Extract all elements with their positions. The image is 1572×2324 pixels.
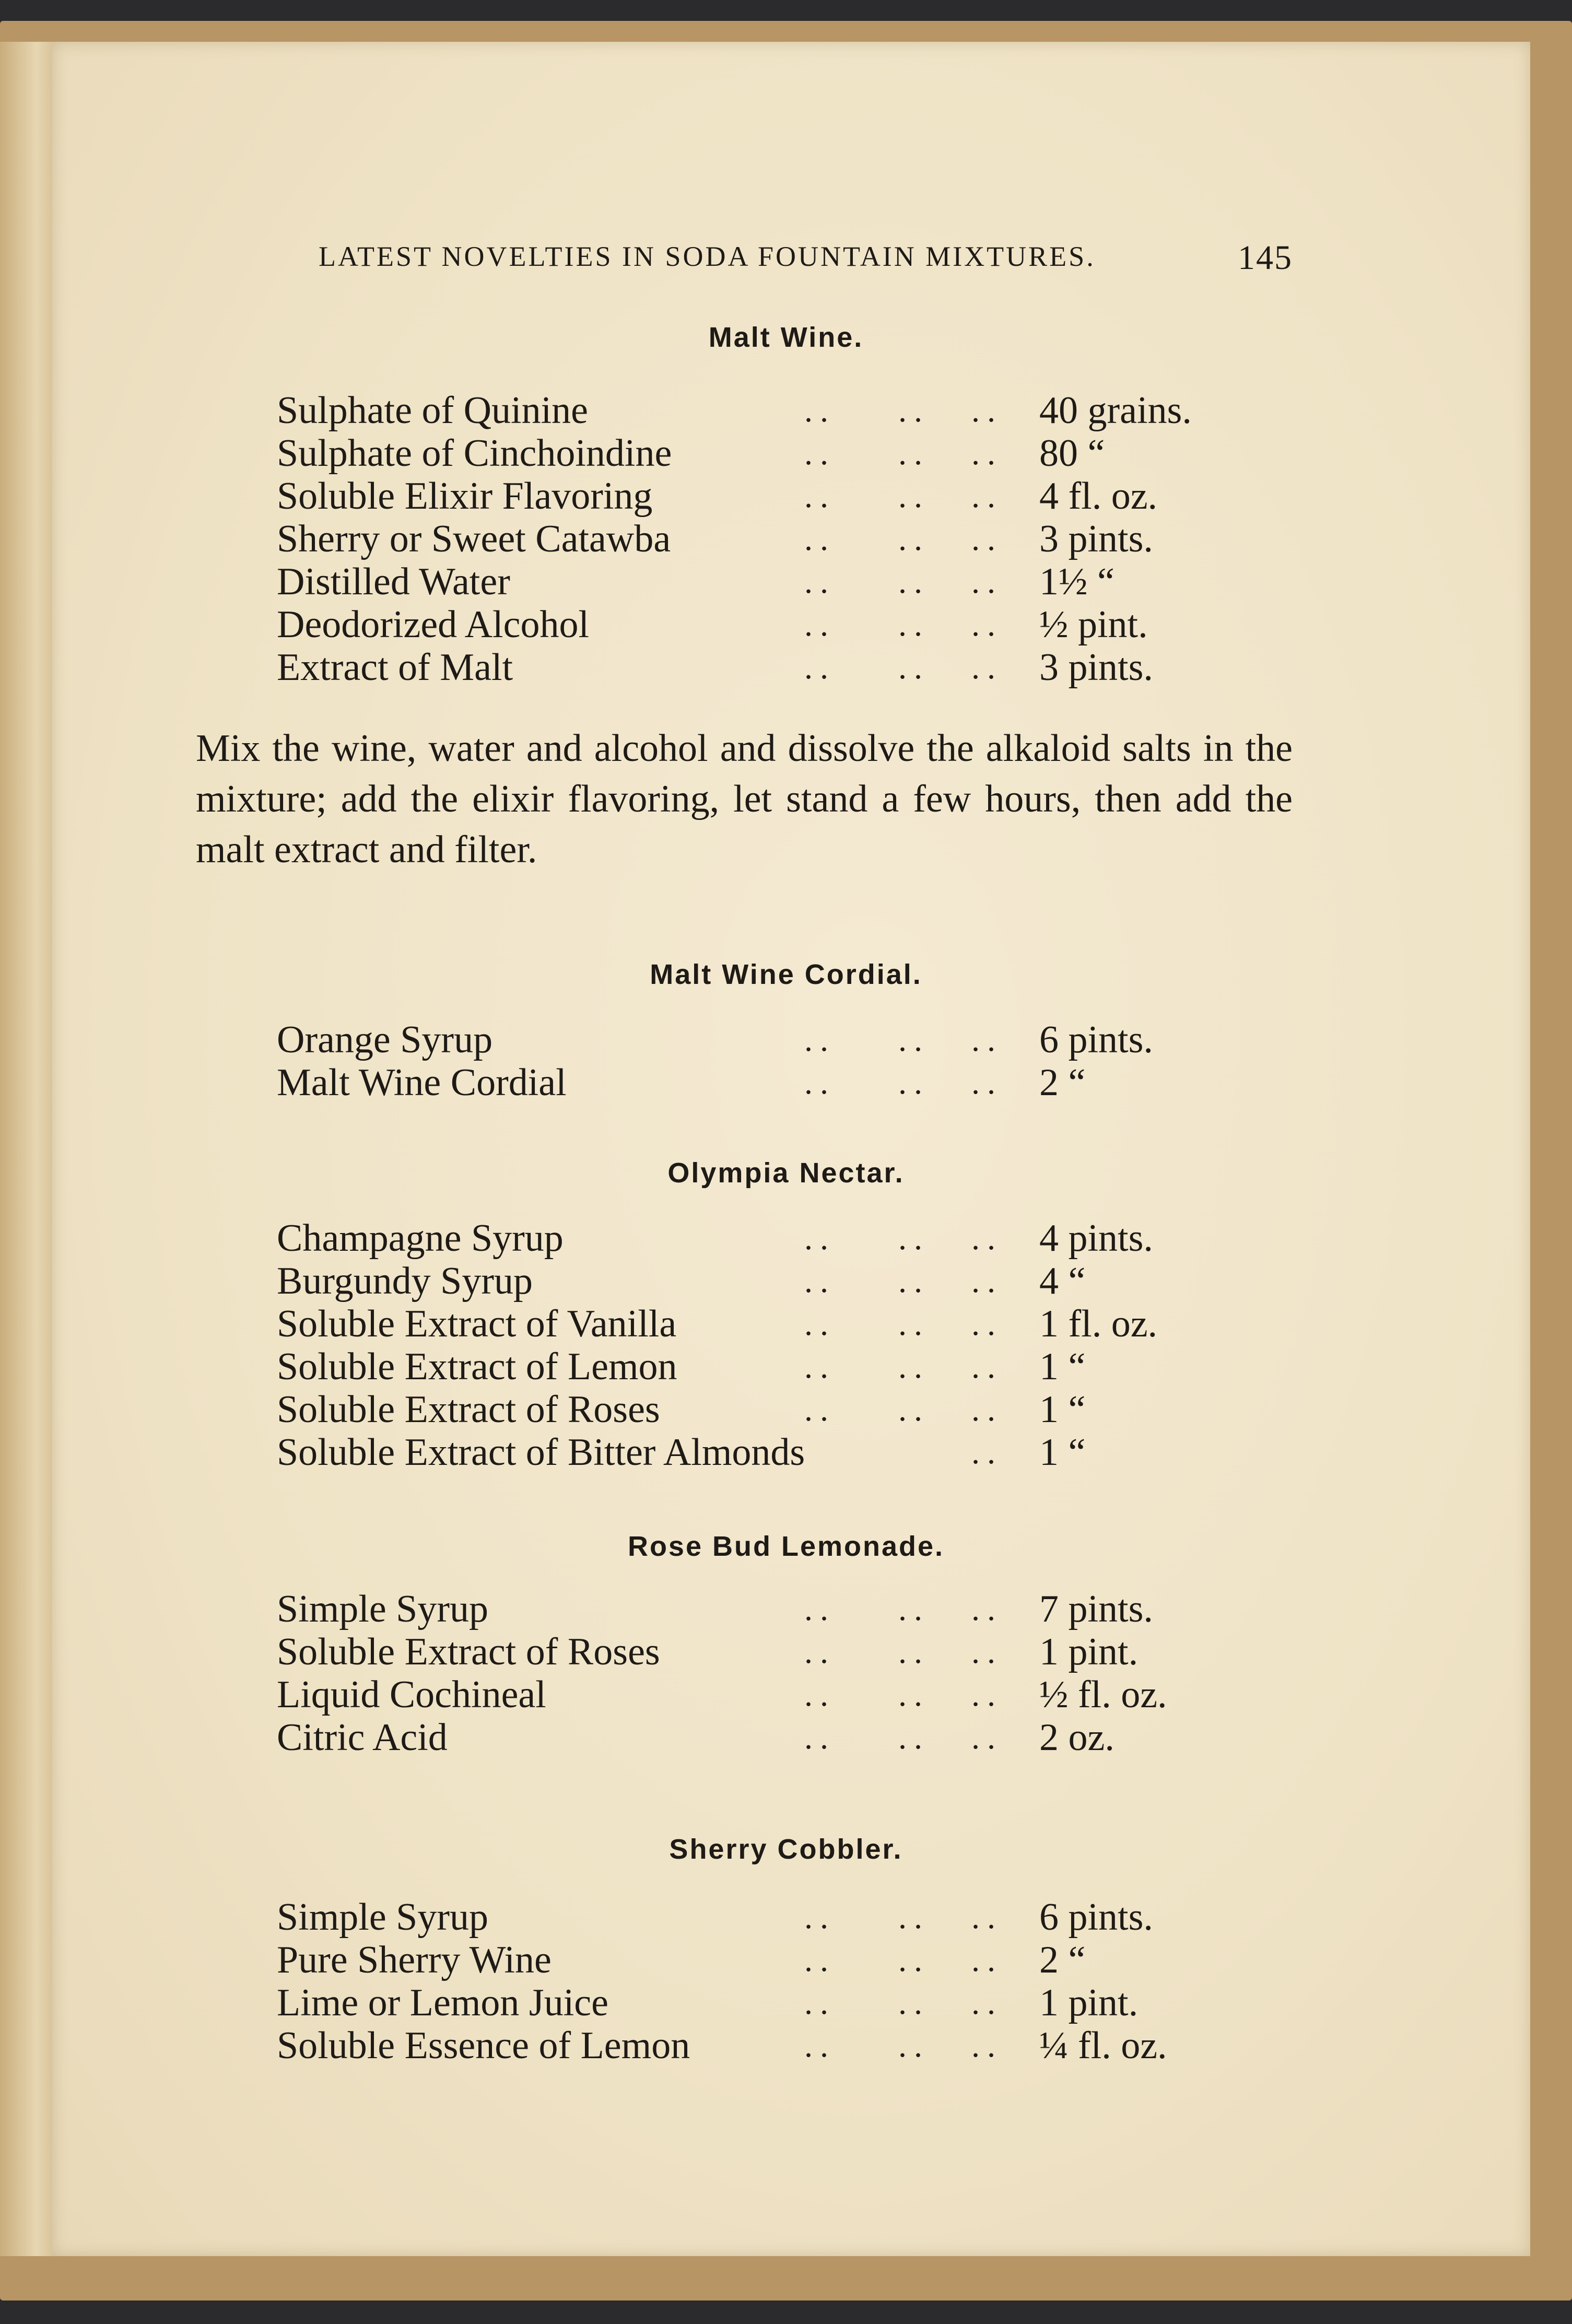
- ingredient-name: Soluble Essence of Lemon: [277, 2024, 690, 2067]
- ingredient-name: Lime or Lemon Juice: [277, 1981, 608, 2024]
- ingredient-name: Soluble Extract of Lemon: [277, 1345, 677, 1388]
- ingredient-quantity: 1 “: [1039, 1388, 1086, 1431]
- ingredient-quantity: 6 pints.: [1039, 1896, 1153, 1939]
- recipe-title: Rose Bud Lemonade.: [627, 1531, 945, 1562]
- ingredient-quantity: 4 “: [1039, 1260, 1086, 1302]
- ingredient-name: Orange Syrup: [277, 1018, 493, 1061]
- ingredient-quantity: 2 “: [1039, 1061, 1086, 1104]
- ingredient-quantity: ¼ fl. oz.: [1039, 2024, 1167, 2067]
- ingredient-row: .. .. .. Pure Sherry Wine 2 “: [277, 1939, 1269, 1981]
- ingredient-name: Citric Acid: [277, 1716, 448, 1759]
- ingredient-quantity: 80 “: [1039, 432, 1105, 475]
- ingredient-quantity: 1 pint.: [1039, 1630, 1139, 1673]
- ingredient-row: .. .. .. Soluble Elixir Flavoring 4 fl. oz.: [277, 475, 1269, 518]
- ingredient-quantity: 4 fl. oz.: [1039, 475, 1158, 518]
- ingredient-list: [277, 1588, 1269, 1759]
- ingredient-row: .. .. .. Citric Acid 2 oz.: [277, 1716, 1269, 1759]
- ingredient-quantity: 1 fl. oz.: [1039, 1302, 1158, 1345]
- ingredient-quantity: 1 “: [1039, 1431, 1086, 1474]
- ingredient-row: .. .. .. Lime or Lemon Juice 1 pint.: [277, 1981, 1269, 2024]
- malt-wine-directions: Mix the wine, water and alcohol and dissolve the alkaloid salts in the mixture; add the elixir flavoring, let stand a few hours, then add the malt extract and filter.: [196, 727, 1293, 871]
- ingredient-quantity: 2 “: [1039, 1939, 1086, 1981]
- ingredient-name: Pure Sherry Wine: [277, 1939, 552, 1981]
- ingredient-name: Burgundy Syrup: [277, 1260, 533, 1302]
- ingredient-row: .. .. .. Deodorized Alcohol ½ pint.: [277, 603, 1269, 646]
- ingredient-row: .. .. .. Simple Syrup 6 pints.: [277, 1896, 1269, 1939]
- ingredient-row: .. .. .. Liquid Cochineal ½ fl. oz.: [277, 1673, 1269, 1716]
- ingredient-name: Soluble Extract of Roses: [277, 1630, 660, 1673]
- ingredient-name: Liquid Cochineal: [277, 1673, 546, 1716]
- ingredient-name: Distilled Water: [277, 560, 510, 603]
- ingredient-row: .. .. .. Champagne Syrup 4 pints.: [277, 1217, 1269, 1260]
- ingredient-quantity: 1½ “: [1039, 560, 1115, 603]
- ingredient-quantity: 1 pint.: [1039, 1981, 1139, 2024]
- page-number: 145: [1238, 239, 1293, 277]
- ingredient-quantity: 6 pints.: [1039, 1018, 1153, 1061]
- ingredient-name: Extract of Malt: [277, 646, 513, 689]
- ingredient-name: Soluble Extract of Roses: [277, 1388, 660, 1431]
- ingredient-quantity: 3 pints.: [1039, 646, 1153, 689]
- ingredient-list: [277, 1217, 1269, 1474]
- ingredient-row: .. Soluble Extract of Bitter Almonds 1 “: [277, 1431, 1269, 1474]
- ingredient-name: Soluble Extract of Vanilla: [277, 1302, 677, 1345]
- ingredient-quantity: 4 pints.: [1039, 1217, 1153, 1260]
- ingredient-name: Sulphate of Cinchoindine: [277, 432, 672, 475]
- ingredient-row: .. .. .. Orange Syrup 6 pints.: [277, 1018, 1269, 1061]
- ingredient-quantity: 3 pints.: [1039, 518, 1153, 560]
- ingredient-row: .. .. .. Soluble Extract of Vanilla 1 fl. oz.: [277, 1302, 1269, 1345]
- ingredient-row: .. .. .. Burgundy Syrup 4 “: [277, 1260, 1269, 1302]
- ingredient-name: Simple Syrup: [277, 1896, 488, 1939]
- facing-page-edge: [0, 42, 52, 2256]
- ingredient-quantity: ½ fl. oz.: [1039, 1673, 1167, 1716]
- recipe-title: Olympia Nectar.: [667, 1157, 905, 1189]
- ingredient-row: .. .. .. Soluble Essence of Lemon ¼ fl. oz.: [277, 2024, 1269, 2067]
- ingredient-quantity: 2 oz.: [1039, 1716, 1115, 1759]
- recipe-title: Malt Wine.: [708, 322, 864, 353]
- ingredient-list: [277, 389, 1269, 689]
- recipe-title: Malt Wine Cordial.: [650, 959, 922, 990]
- ingredient-name: Champagne Syrup: [277, 1217, 564, 1260]
- ingredient-name: Sulphate of Quinine: [277, 389, 589, 432]
- ingredient-name: Simple Syrup: [277, 1588, 488, 1630]
- ingredient-row: .. .. .. Malt Wine Cordial 2 “: [277, 1061, 1269, 1104]
- running-header: [319, 239, 1293, 277]
- ingredient-list: [277, 1018, 1269, 1104]
- ingredient-quantity: 7 pints.: [1039, 1588, 1153, 1630]
- running-title: LATEST NOVELTIES IN SODA FOUNTAIN MIXTURES.: [319, 241, 1096, 272]
- ingredient-name: Deodorized Alcohol: [277, 603, 589, 646]
- ingredient-quantity: 1 “: [1039, 1345, 1086, 1388]
- ingredient-name: Soluble Extract of Bitter Almonds: [277, 1431, 805, 1474]
- ingredient-list: [277, 1896, 1269, 2067]
- ingredient-quantity: 40 grains.: [1039, 389, 1192, 432]
- ingredient-row: .. .. .. Sulphate of Cinchoindine 80 “: [277, 432, 1269, 475]
- ingredient-name: Malt Wine Cordial: [277, 1061, 567, 1104]
- ingredient-row: .. .. .. Simple Syrup 7 pints.: [277, 1588, 1269, 1630]
- ingredient-name: Soluble Elixir Flavoring: [277, 475, 653, 518]
- recipe-title: Sherry Cobbler.: [669, 1834, 903, 1865]
- ingredient-row: .. .. .. Extract of Malt 3 pints.: [277, 646, 1269, 689]
- ingredient-row: .. .. .. Sherry or Sweet Catawba 3 pints.: [277, 518, 1269, 560]
- ingredient-row: .. .. .. Distilled Water 1½ “: [277, 560, 1269, 603]
- ingredient-row: .. .. .. Soluble Extract of Lemon 1 “: [277, 1345, 1269, 1388]
- ingredient-quantity: ½ pint.: [1039, 603, 1148, 646]
- ingredient-row: .. .. .. Sulphate of Quinine 40 grains.: [277, 389, 1269, 432]
- ingredient-name: Sherry or Sweet Catawba: [277, 518, 671, 560]
- ingredient-row: .. .. .. Soluble Extract of Roses 1 “: [277, 1388, 1269, 1431]
- ingredient-row: .. .. .. Soluble Extract of Roses 1 pint.: [277, 1630, 1269, 1673]
